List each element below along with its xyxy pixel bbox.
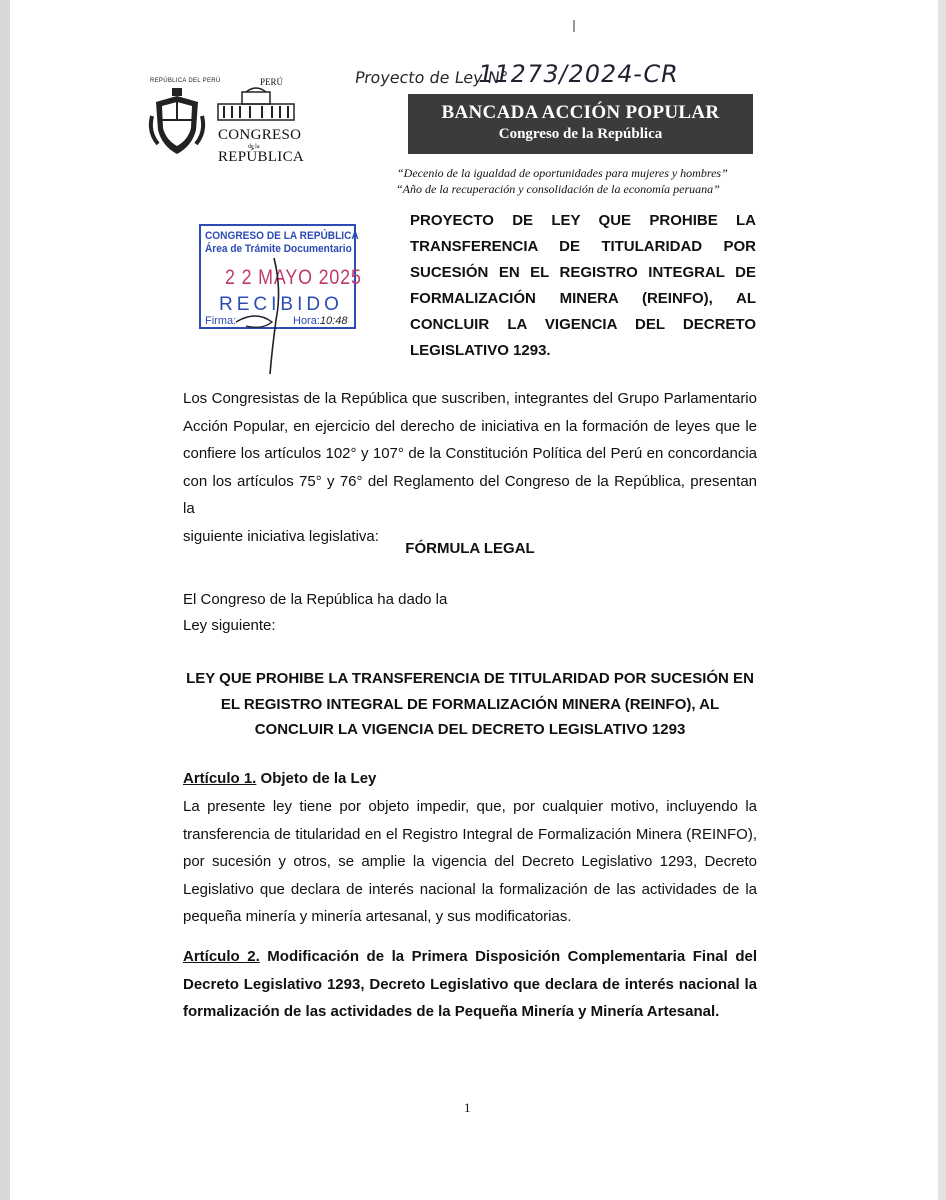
article-1-heading <box>183 770 376 787</box>
intro-line: con los artículos 75° y 76° del Reglamento del Congreso de la República, presentan la <box>183 472 757 517</box>
intro-paragraph <box>183 385 757 550</box>
stamp-area: Área de Trámite Documentario <box>205 243 352 255</box>
bill-title-line: SUCESIÓN EN EL REGISTRO INTEGRAL DE <box>410 264 756 281</box>
bancada-subtitle: Congreso de la República <box>498 126 663 142</box>
intro-line: Los Congresistas de la República que suscriben, integrantes del Grupo Parlamentario <box>183 390 757 407</box>
stamp-hora-value: 10:48 <box>319 315 348 327</box>
handwritten-signature <box>196 250 376 380</box>
article-1-line: pequeña minería y minería artesanal, y sus modificatorias. <box>183 908 572 925</box>
intro-line: Acción Popular, en ejercicio del derecho de iniciativa en la formación de leyes que le <box>183 417 757 435</box>
coat-of-arms-icon <box>148 86 206 158</box>
article-2-line: formalización de las actividades de la Pequeña Minería y Minería Artesanal. <box>183 1003 720 1020</box>
formula-legal-heading: FÓRMULA LEGAL <box>405 540 535 557</box>
page-number: 1 <box>464 1100 471 1115</box>
stamp-date: 2 2 MAYO 2025 <box>225 266 362 289</box>
bancada-banner <box>408 94 753 154</box>
bill-title-line: CONCLUIR LA VIGENCIA DEL DECRETO <box>410 316 756 333</box>
motto-decenio: “Decenio de la igualdad de oportunidades para mujeres y hombres” <box>397 166 728 180</box>
congreso-dela: de la <box>248 144 260 150</box>
intro-line: confiere los artículos 102° y 107° de la Constitución Política del Perú en concordancia <box>183 445 757 462</box>
congress-building-icon <box>216 86 296 122</box>
article-1-body <box>183 793 757 931</box>
shield-caption: REPÚBLICA DEL PERÚ <box>150 78 221 84</box>
stamp-hora-label: Hora: <box>293 315 320 327</box>
motto-anio: “Año de la recuperación y consolidación de la economía peruana” <box>396 182 720 196</box>
proyecto-prefix: Proyecto de Ley N° <box>353 68 510 87</box>
bill-title-line: LEGISLATIVO 1293. <box>410 342 551 359</box>
bancada-title: BANCADA ACCIÓN POPULAR <box>441 102 720 123</box>
article-2-label: Artículo 2. <box>183 948 260 965</box>
stamp-firma-label: Firma: <box>205 315 237 327</box>
law-title <box>170 666 770 743</box>
scan-edge-right <box>938 0 946 1200</box>
article-1-line: transferencia de titularidad en el Registro Integral de Formalización Minera (REINFO), <box>183 825 757 843</box>
republica-label: REPÚBLICA <box>218 149 305 165</box>
scan-mark <box>573 20 575 32</box>
peru-label: PERÚ <box>260 77 284 87</box>
article-2-heading <box>183 943 757 1026</box>
article-1-line: La presente ley tiene por objeto impedir, que, por cualquier motivo, incluyendo la <box>183 798 757 815</box>
article-2-line: Decreto Legislativo 1293, Decreto Legislativo que declara de interés nacional la <box>183 975 757 993</box>
proyecto-number: 11273/2024-CR <box>475 60 682 88</box>
dado-line-2: Ley siguiente: <box>183 617 276 634</box>
article-1-title: Objeto de la Ley <box>256 770 377 787</box>
law-title-line: CONCLUIR LA VIGENCIA DEL DECRETO LEGISLATIVO 1293 <box>254 721 686 738</box>
article-1-label: Artículo 1. <box>183 770 257 787</box>
dado-line-1: El Congreso de la República ha dado la <box>183 591 448 608</box>
article-1-line: por sucesión y otros, se amplie la vigencia del Decreto Legislativo 1293, Decreto <box>183 853 757 870</box>
stamp-institution: CONGRESO DE LA REPÚBLICA <box>205 230 359 242</box>
congreso-label: CONGRESO <box>218 127 302 143</box>
scan-edge-left <box>0 0 10 1200</box>
bill-title-line: TRANSFERENCIA DE TITULARIDAD POR <box>410 238 756 255</box>
article-2-first-line <box>183 943 757 971</box>
law-title-line: LEY QUE PROHIBE LA TRANSFERENCIA DE TITULARIDAD POR SUCESIÓN EN <box>186 670 754 687</box>
intro-line: siguiente iniciativa legislativa: <box>183 527 379 545</box>
law-title-line: EL REGISTRO INTEGRAL DE FORMALIZACIÓN MINERA (REINFO), AL <box>220 695 720 713</box>
article-2-line1-rest: Modificación de la Primera Disposición Complementaria Final del <box>259 948 757 965</box>
bill-title-line: PROYECTO DE LEY QUE PROHIBE LA <box>410 212 756 229</box>
bill-title-line: FORMALIZACIÓN MINERA (REINFO), AL <box>410 290 756 307</box>
bill-title <box>410 208 756 364</box>
article-1-line: Legislativo que declara de interés nacional la formalización de las actividades de la <box>183 880 757 898</box>
stamp-received: RECIBIDO <box>219 294 343 315</box>
